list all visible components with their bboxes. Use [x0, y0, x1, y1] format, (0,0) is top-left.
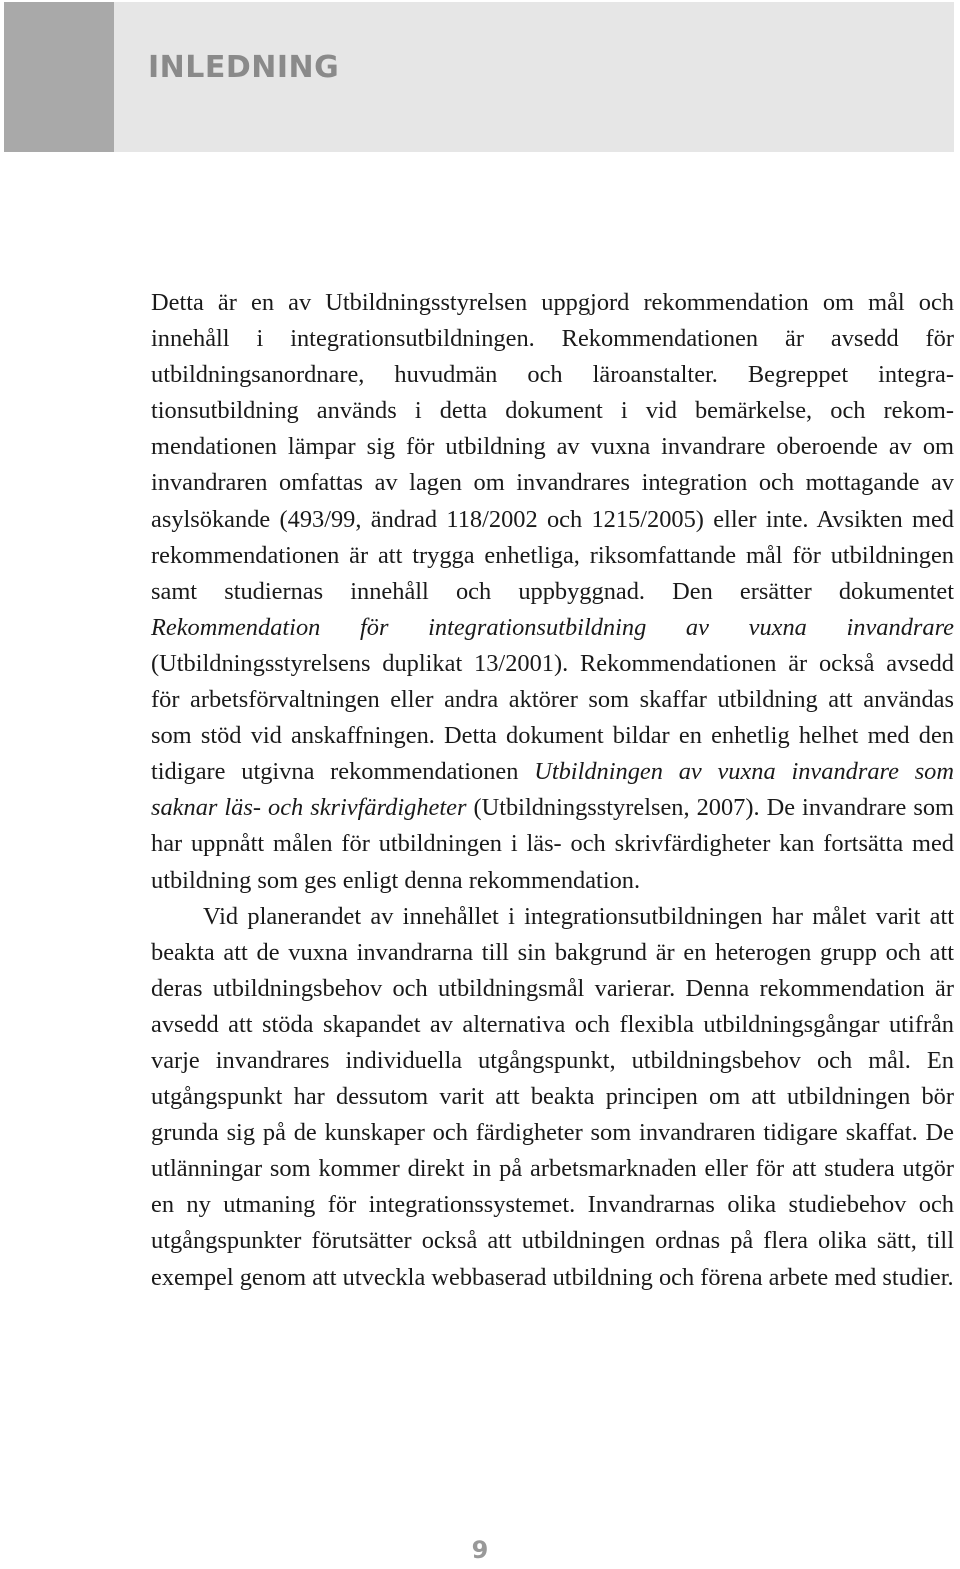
- paragraph-1: [151, 285, 954, 899]
- paragraph-1-text-a: Detta är en av Utbildningsstyrelsen uppgjord rekommendation om mål och innehåll i integrationsutbildningen. Rekommendationen är avsedd för utbildningsanordnare, huvudmän och läroanstalter. Begreppet integrationsutbildning används i detta dokument i vid bemärkelse, och rekommendationen lämpar sig för utbildning av vuxna invandrare oberoende av om invandraren omfattas av lagen om invandrares integration och mottagande av asylsökande (493/99, ändrad 118/2002 och 1215/2005) eller inte. Avsikten med rekommendationen är att trygga enhetliga, riksomfattande mål för utbildningen samt studiernas innehåll och uppbyggnad. Den ersätter dokumentet: [151, 289, 954, 605]
- body-text: [151, 285, 954, 1296]
- chapter-title: INLEDNING: [148, 50, 340, 85]
- document-title-reference: Rekommendation för integrationsutbildning av vuxna invandrare: [151, 613, 954, 641]
- page-number: 9: [471, 1536, 489, 1564]
- paragraph-1-text-b: (Utbildningsstyrelsens duplikat 13/2001). Rekommendationen är också avsedd för arbetsförvaltningen eller andra aktörer som skaffar utbildning att användas som stöd vid anskaffningen. Detta dokument bildar en enhetlig helhet med den tidigare utgivna rekommendationen: [151, 649, 954, 786]
- paragraph-2: Vid planerandet av innehållet i integrationsutbildningen har målet varit att beakta att de vuxna invandrarna till sin bakgrund är en heterogen grupp och att deras utbildningsbehov och utbildningsmål varierar. Denna rekommendation är avsedd att stöda skapandet av alternativa och flexibla utbildningsgångar utifrån varje invandrares individuella utgångspunkt, utbildningsbehov och mål. En utgångspunkt har dessutom varit att beakta principen om att utbildningen bör grunda sig på de kunskaper och färdigheter som invandraren tidigare skaffat. De utlänningar som kommer direkt in på arbetsmarknaden eller för att studera utgör en ny utmaning för integrationssystemet. Invandrarnas olika studiebehov och utgångspunkter förutsätter också att utbildningen ordnas på flera olika sätt, till exempel genom att utveckla webbaserad utbildning och förena arbete med studier.: [151, 902, 954, 1291]
- chapter-header-band: [4, 2, 954, 152]
- document-title-reference-2: Utbildningen av vuxna invandrare som saknar läs- och skrivfärdigheter: [151, 758, 954, 822]
- paragraph-1-text-c: (Utbildningsstyrelsen, 2007). De invandrare som har uppnått målen för utbildningen i läs- och skrivfärdigheter kan fortsätta med utbildning som ges enligt denna rekommendation.: [151, 794, 954, 894]
- chapter-header-tab: [4, 2, 114, 152]
